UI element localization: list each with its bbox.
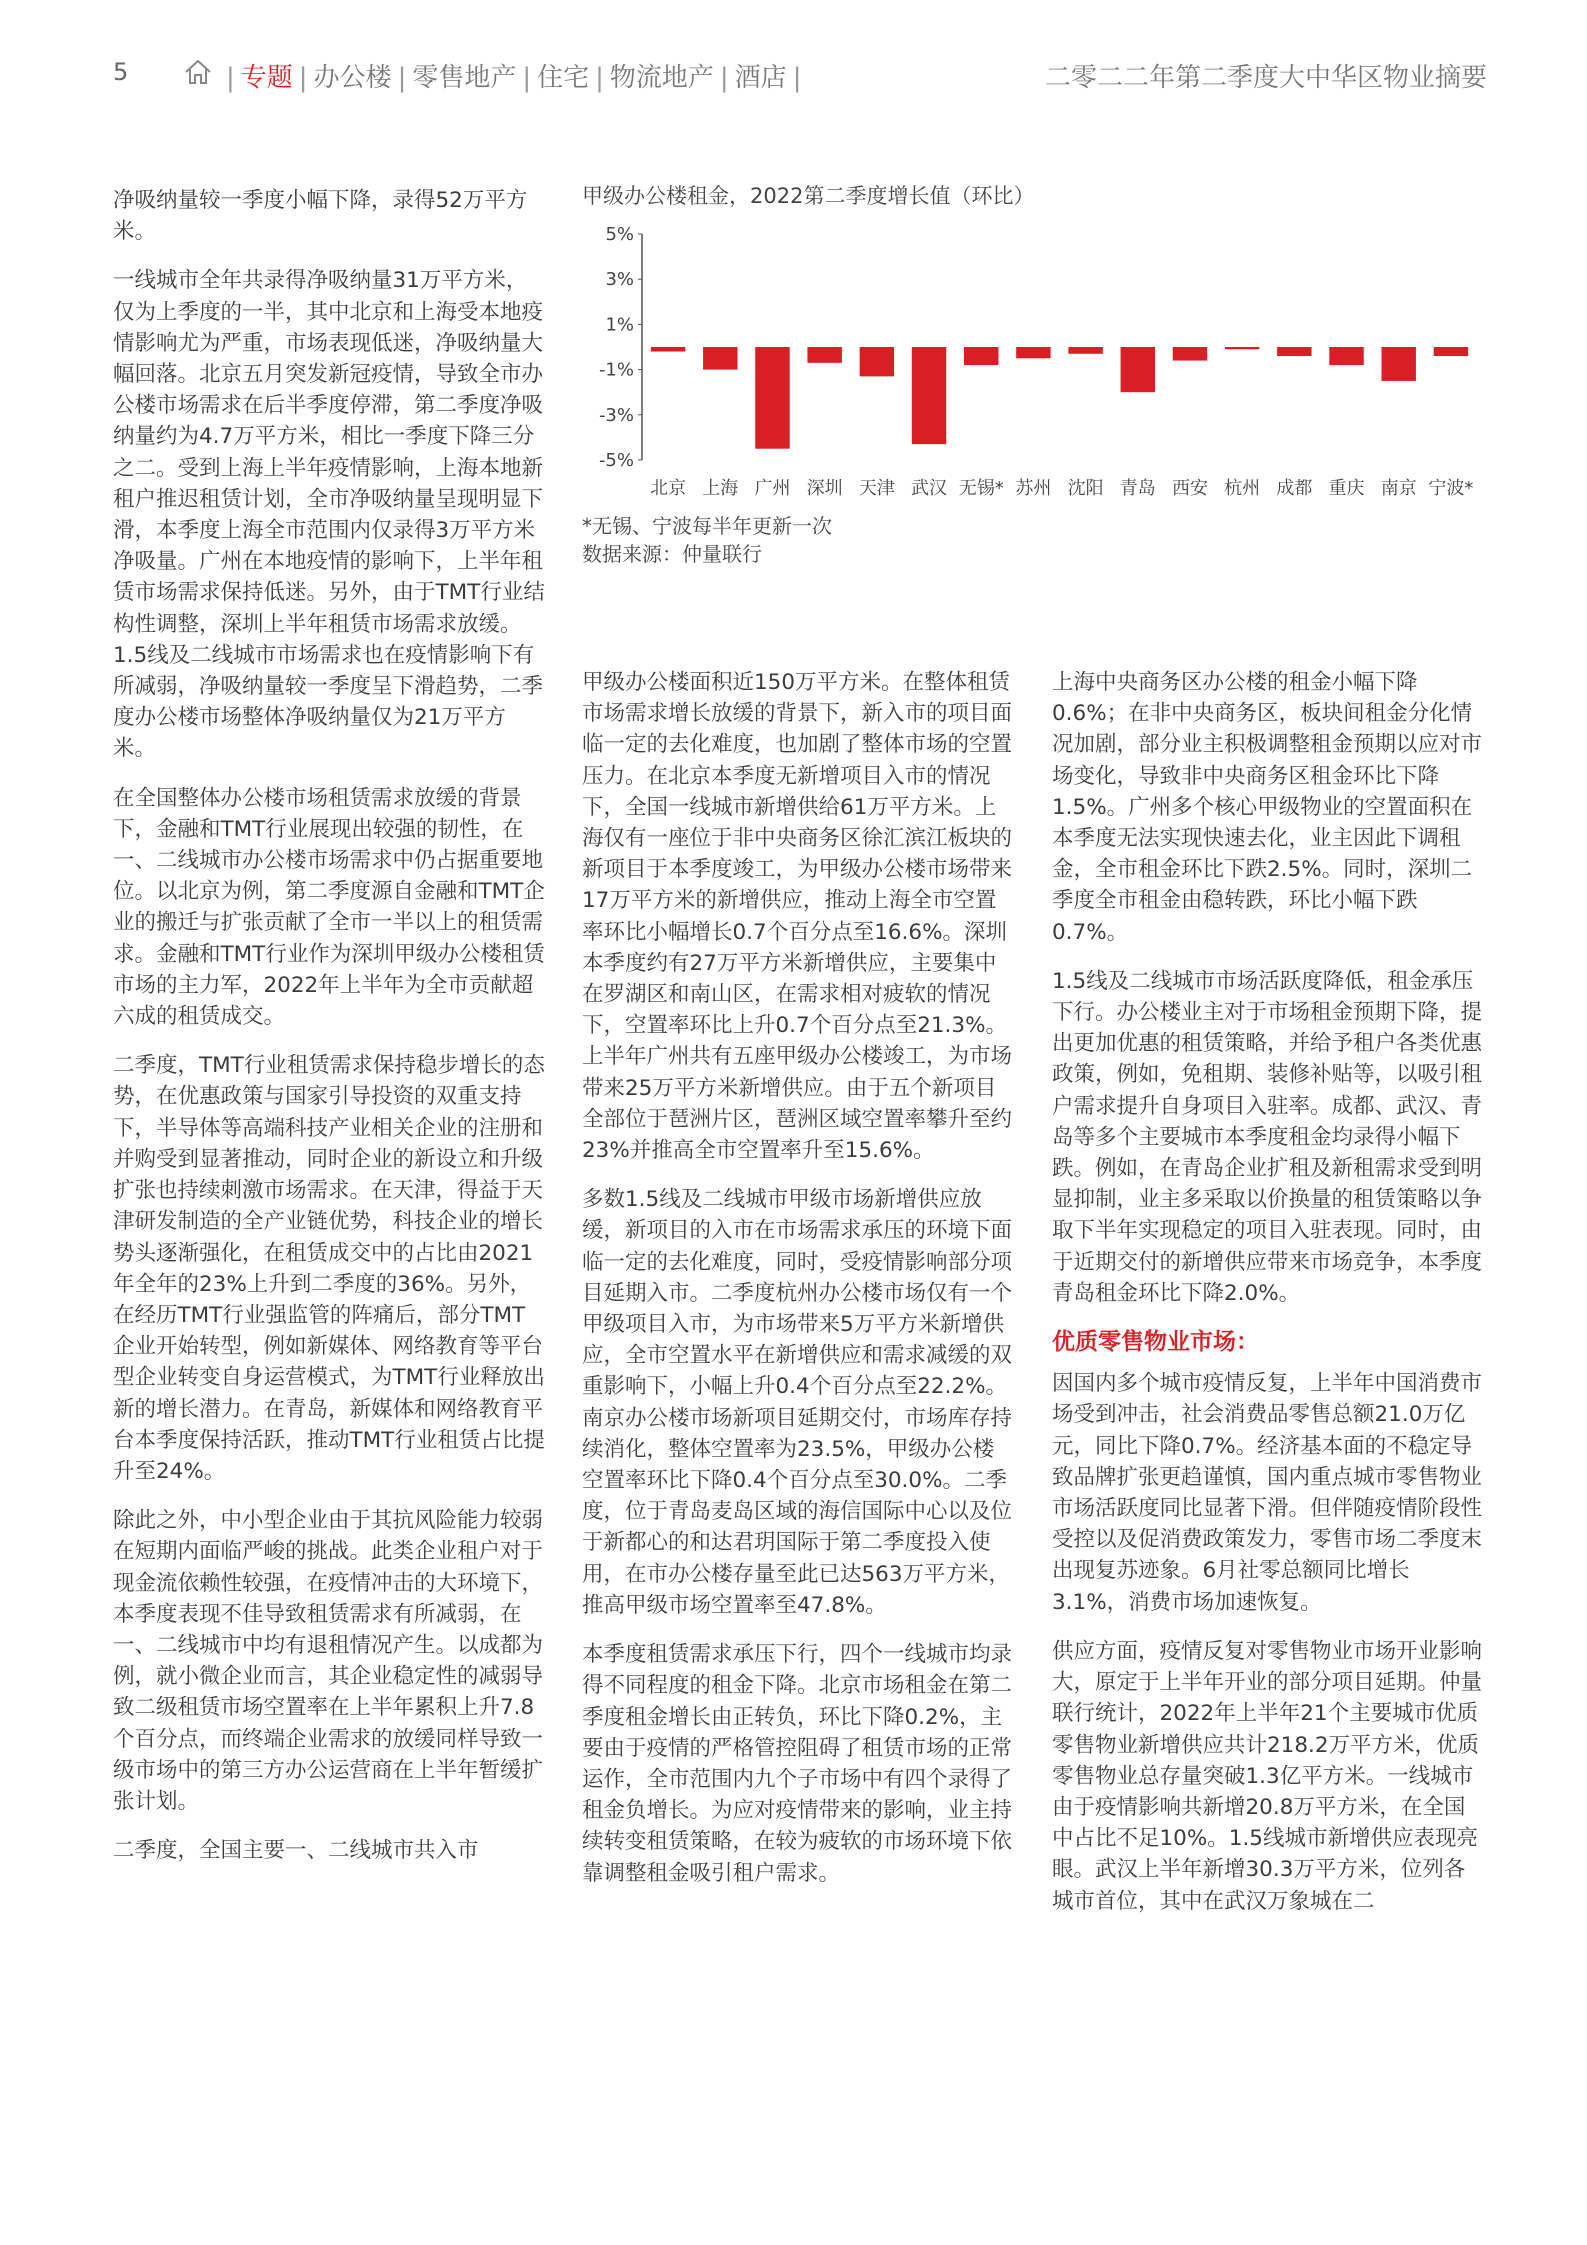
paragraph: 供应方面，疫情反复对零售物业市场开业影响大，原定于上半年开业的部分项目延期。仲量联行统计，2022年上半年21个主要城市优质零售物业新增供应共计218.2万平方米，优质零售物业总存量突破1.3亿平方米。一线城市由于疫情影响共新增20.8万平方米，在全国中占比不足10%。1.5线城市新增供应表现亮眼。武汉上半年新增30.3万平方米，位列各城市首位，其中在武汉万象城在二 — [1052, 1638, 1483, 1914]
category-label: 无锡* — [958, 478, 1004, 499]
page-number: 5 — [113, 58, 129, 86]
rent-growth-chart — [582, 180, 1487, 600]
paragraph: 二季度，全国主要一、二线城市共入市 — [113, 1838, 479, 1864]
category-label: 西安 — [1171, 478, 1208, 499]
bar-3 — [807, 347, 841, 363]
paragraph: 上海中央商务区办公楼的租金小幅下降0.6%；在非中央商务区，板块间租金分化情况加剧，部分业主积极调整租金预期以应对市场变化，导致非中央商务区租金环比下降1.5%。广州多个核心甲级物业的空置面积在本季度无法实现快速去化，业主因此下调租金，全市租金环比下跌2.5%。同时，深圳二季度全市租金由稳转跌，环比小幅下跌0.7%。 — [1052, 670, 1483, 945]
chart-title: 甲级办公楼租金，2022第二季度增长值（环比） — [582, 184, 1035, 208]
category-label: 广州 — [754, 478, 791, 499]
middle-column — [582, 667, 1014, 1907]
category-label: 北京 — [650, 478, 687, 499]
nav-separator: | — [595, 63, 604, 93]
y-tick-label: -3% — [598, 404, 634, 426]
nav-item-1[interactable]: 办公楼 — [313, 63, 392, 93]
nav-item-5[interactable]: 酒店 — [734, 63, 787, 93]
category-label: 成都 — [1276, 478, 1313, 499]
category-label: 天津 — [858, 478, 895, 499]
category-label: 南京 — [1380, 478, 1417, 499]
bar-2 — [755, 347, 789, 449]
bar-6 — [964, 347, 998, 365]
bar-10 — [1173, 347, 1207, 361]
bar-5 — [912, 347, 946, 444]
bar-11 — [1225, 347, 1259, 349]
bar-14 — [1381, 347, 1415, 381]
chart-notes — [582, 512, 1487, 568]
nav-item-0[interactable]: 专题 — [240, 63, 293, 93]
bar-7 — [1016, 347, 1050, 358]
bar-12 — [1277, 347, 1311, 356]
paragraph: 一线城市全年共录得净吸纳量31万平方米，仅为上季度的一半，其中北京和上海受本地疫情影响尤为严重，市场表现低迷，净吸纳量大幅回落。北京五月突发新冠疫情，导致全市办公楼市场需求在后半季度停滞，第二季度净吸纳量约为4.7万平方米，相比一季度下降三分之二。受到上海上半年疫情影响，上海本地新租户推迟租赁计划，全市净吸纳量呈现明显下滑，本季度上海全市范围内仅录得3万平方米净吸量。广州在本地疫情的影响下，上半年租赁市场需求保持低迷。另外，由于TMT行业结构性调整，深圳上半年租赁市场需求放缓。1.5线及二线城市市场需求也在疫情影响下有所减弱，净吸纳量较一季度呈下滑趋势，二季度办公楼市场整体净吸纳量仅为21万平方米。 — [113, 268, 545, 762]
bar-15 — [1434, 347, 1468, 356]
category-label: 武汉 — [911, 478, 948, 499]
y-tick-label: 5% — [605, 224, 634, 245]
chart-note: *无锡、宁波每半年更新一次 — [582, 514, 832, 538]
category-label: 苏州 — [1015, 478, 1052, 499]
y-tick-label: -5% — [598, 450, 634, 471]
bar-13 — [1329, 347, 1363, 365]
chart-note: 数据来源：仲量联行 — [582, 542, 762, 566]
category-label: 上海 — [702, 478, 739, 499]
bar-0 — [651, 347, 685, 352]
category-label: 沈阳 — [1067, 478, 1104, 499]
paragraph: 除此之外，中小型企业由于其抗风险能力较弱在短期内面临严峻的挑战。此类企业租户对于现金流依赖性较强，在疫情冲击的大环境下，本季度表现不佳导致租赁需求有所减弱，在一、二线城市中均有退租情况产生。以成都为例，就小微企业而言，其企业稳定性的减弱导致二级租赁市场空置率在上半年累积上升7.8个百分点，而终端企业需求的放缓同样导致一级市场中的第三方办公运营商在上半年暂缓扩张计划。 — [113, 1508, 544, 1814]
nav-item-3[interactable]: 住宅 — [537, 63, 590, 93]
paragraph: 1.5线及二线城市市场活跃度降低，租金承压下行。办公楼业主对于市场租金预期下降，提出更加优惠的租赁策略，并给予租户各类优惠政策，例如，免租期、装修补贴等，以吸引租户需求提升自身项目入驻率。成都、武汉、青岛等多个主要城市本季度租金均录得小幅下跌。例如，在青岛企业扩租及新租需求受到明显抑制，业主多采取以价换量的租赁策略以争取下半年实现稳定的项目入驻表现。同时，由于近期交付的新增供应带来市场竞争，本季度青岛租金环比下降2.0%。 — [1052, 968, 1483, 1306]
paragraph: 二季度，TMT行业租赁需求保持稳步增长的态势，在优惠政策与国家引导投资的双重支持下，半导体等高端科技产业相关企业的注册和并购受到显著推动，同时企业的新设立和升级扩张也持续刺激市场需求。在天津，得益于天津研发制造的全产业链优势，科技企业的增长势头逐渐强化，在租赁成交中的占比由2021年全年的23%上升到二季度的36%。另外，在经历TMT行业强监管的阵痛后，部分TMT企业开始转型，例如新媒体、网络教育等平台型企业转变自身运营模式，为TMT行业释放出新的增长潜力。在青岛，新媒体和网络教育平台本季度保持活跃，推动TMT行业租赁占比提升至24%。 — [113, 1053, 545, 1484]
nav-separator: | — [719, 63, 729, 93]
nav-item-4[interactable]: 物流地产 — [609, 63, 714, 93]
y-tick-label: 3% — [605, 269, 634, 291]
nav-separator: | — [298, 63, 308, 93]
bar-9 — [1121, 347, 1155, 392]
category-label: 青岛 — [1119, 478, 1156, 499]
paragraph: 因国内多个城市疫情反复，上半年中国消费市场受到冲击，社会消费品零售总额21.0万亿元，同比下降0.7%。经济基本面的不稳定导致品牌扩张更趋谨慎，国内重点城市零售物业市场活跃度同比显著下滑。但伴随疫情阶段性受控以及促消费政策发力，零售市场二季度末出现复苏迹象。6月社零总额同比增长3.1%，消费市场加速恢复。 — [1052, 1371, 1483, 1615]
paragraph: 净吸纳量较一季度小幅下降，录得52万平方米。 — [113, 188, 528, 245]
bar-8 — [1068, 347, 1102, 354]
paragraph: 在全国整体办公楼市场租赁需求放缓的背景下，金融和TMT行业展现出较强的韧性，在一、二线城市办公楼市场需求中仍占据重要地位。以北京为例，第二季度源自金融和TMT企业的搬迁与扩张贡献了全市一半以上的租赁需求。金融和TMT行业作为深圳甲级办公楼租赁市场的主力军，2022年上半年为全市贡献超六成的租赁成交。 — [113, 785, 545, 1030]
right-column — [1052, 667, 1484, 1935]
page-header — [0, 0, 1587, 110]
bar-1 — [703, 347, 737, 370]
bar-4 — [860, 347, 894, 376]
home-icon[interactable] — [183, 58, 213, 86]
category-label: 深圳 — [806, 478, 843, 499]
paragraph: 本季度租赁需求承压下行，四个一线城市均录得不同程度的租金下降。北京市场租金在第二季度租金增长由正转负，环比下降0.2%，主要由于疫情的严格管控阻碍了租赁市场的正常运作，全市范围内九个子市场中有四个录得了租金负增长。为应对疫情带来的影响，业主持续转变租赁策略，在较为疲软的市场环境下依靠调整租金吸引租户需求。 — [582, 1642, 1013, 1886]
bar-chart — [582, 218, 1487, 508]
paragraph: 甲级办公楼面积近150万平方米。在整体租赁市场需求增长放缓的背景下，新入市的项目面临一定的去化难度，也加剧了整体市场的空置压力。在北京本季度无新增项目入市的情况下，全国一线城市新增供给61万平方米。上海仅有一座位于非中央商务区徐汇滨江板块的新项目于本季度竣工，为甲级办公楼市场带来17万平方米的新增供应，推动上海全市空置率环比小幅增长0.7个百分点至16.6%。深圳本季度约有27万平方米新增供应，主要集中在罗湖区和南山区，在需求相对疲软的情况下，空置率环比上升0.7个百分点至21.3%。上半年广州共有五座甲级办公楼竣工，为市场带来25万平方米新增供应。由于五个新项目全部位于琶洲片区，琶洲区域空置率攀升至约23%并推高全市空置率升至15.6%。 — [582, 670, 1013, 1164]
nav-separator: | — [522, 63, 532, 93]
nav-item-2[interactable]: 零售地产 — [412, 63, 517, 93]
left-column — [113, 185, 545, 1884]
y-tick-label: -1% — [598, 359, 634, 381]
category-label: 宁波* — [1428, 478, 1474, 499]
y-tick-label: 1% — [605, 314, 634, 336]
nav-separator: | — [792, 63, 802, 93]
section-nav — [220, 57, 807, 94]
nav-separator: | — [226, 63, 235, 93]
nav-separator: | — [397, 63, 407, 93]
category-label: 杭州 — [1224, 478, 1261, 499]
section-heading-retail: 优质零售物业市场： — [1052, 1329, 1259, 1356]
report-title: 二零二二年第二季度大中华区物业摘要 — [1044, 63, 1487, 93]
paragraph: 多数1.5线及二线城市甲级市场新增供应放缓，新项目的入市在市场需求承压的环境下面临一定的去化难度，同时，受疫情影响部分项目延期入市。二季度杭州办公楼市场仅有一个甲级项目入市，为市场带来5万平方米新增供应，全市空置水平在新增供应和需求减缓的双重影响下，小幅上升0.4个百分点至22.2%。南京办公楼市场新项目延期交付，市场库存持续消化，整体空置率为23.5%，甲级办公楼空置率环比下降0.4个百分点至30.0%。二季度，位于青岛麦岛区域的海信国际中心以及位于新都心的和达君玥国际于第二季度投入使用，在市办公楼存量至此已达563万平方米，推高甲级市场空置率至47.8%。 — [582, 1187, 1013, 1618]
category-label: 重庆 — [1328, 478, 1365, 499]
